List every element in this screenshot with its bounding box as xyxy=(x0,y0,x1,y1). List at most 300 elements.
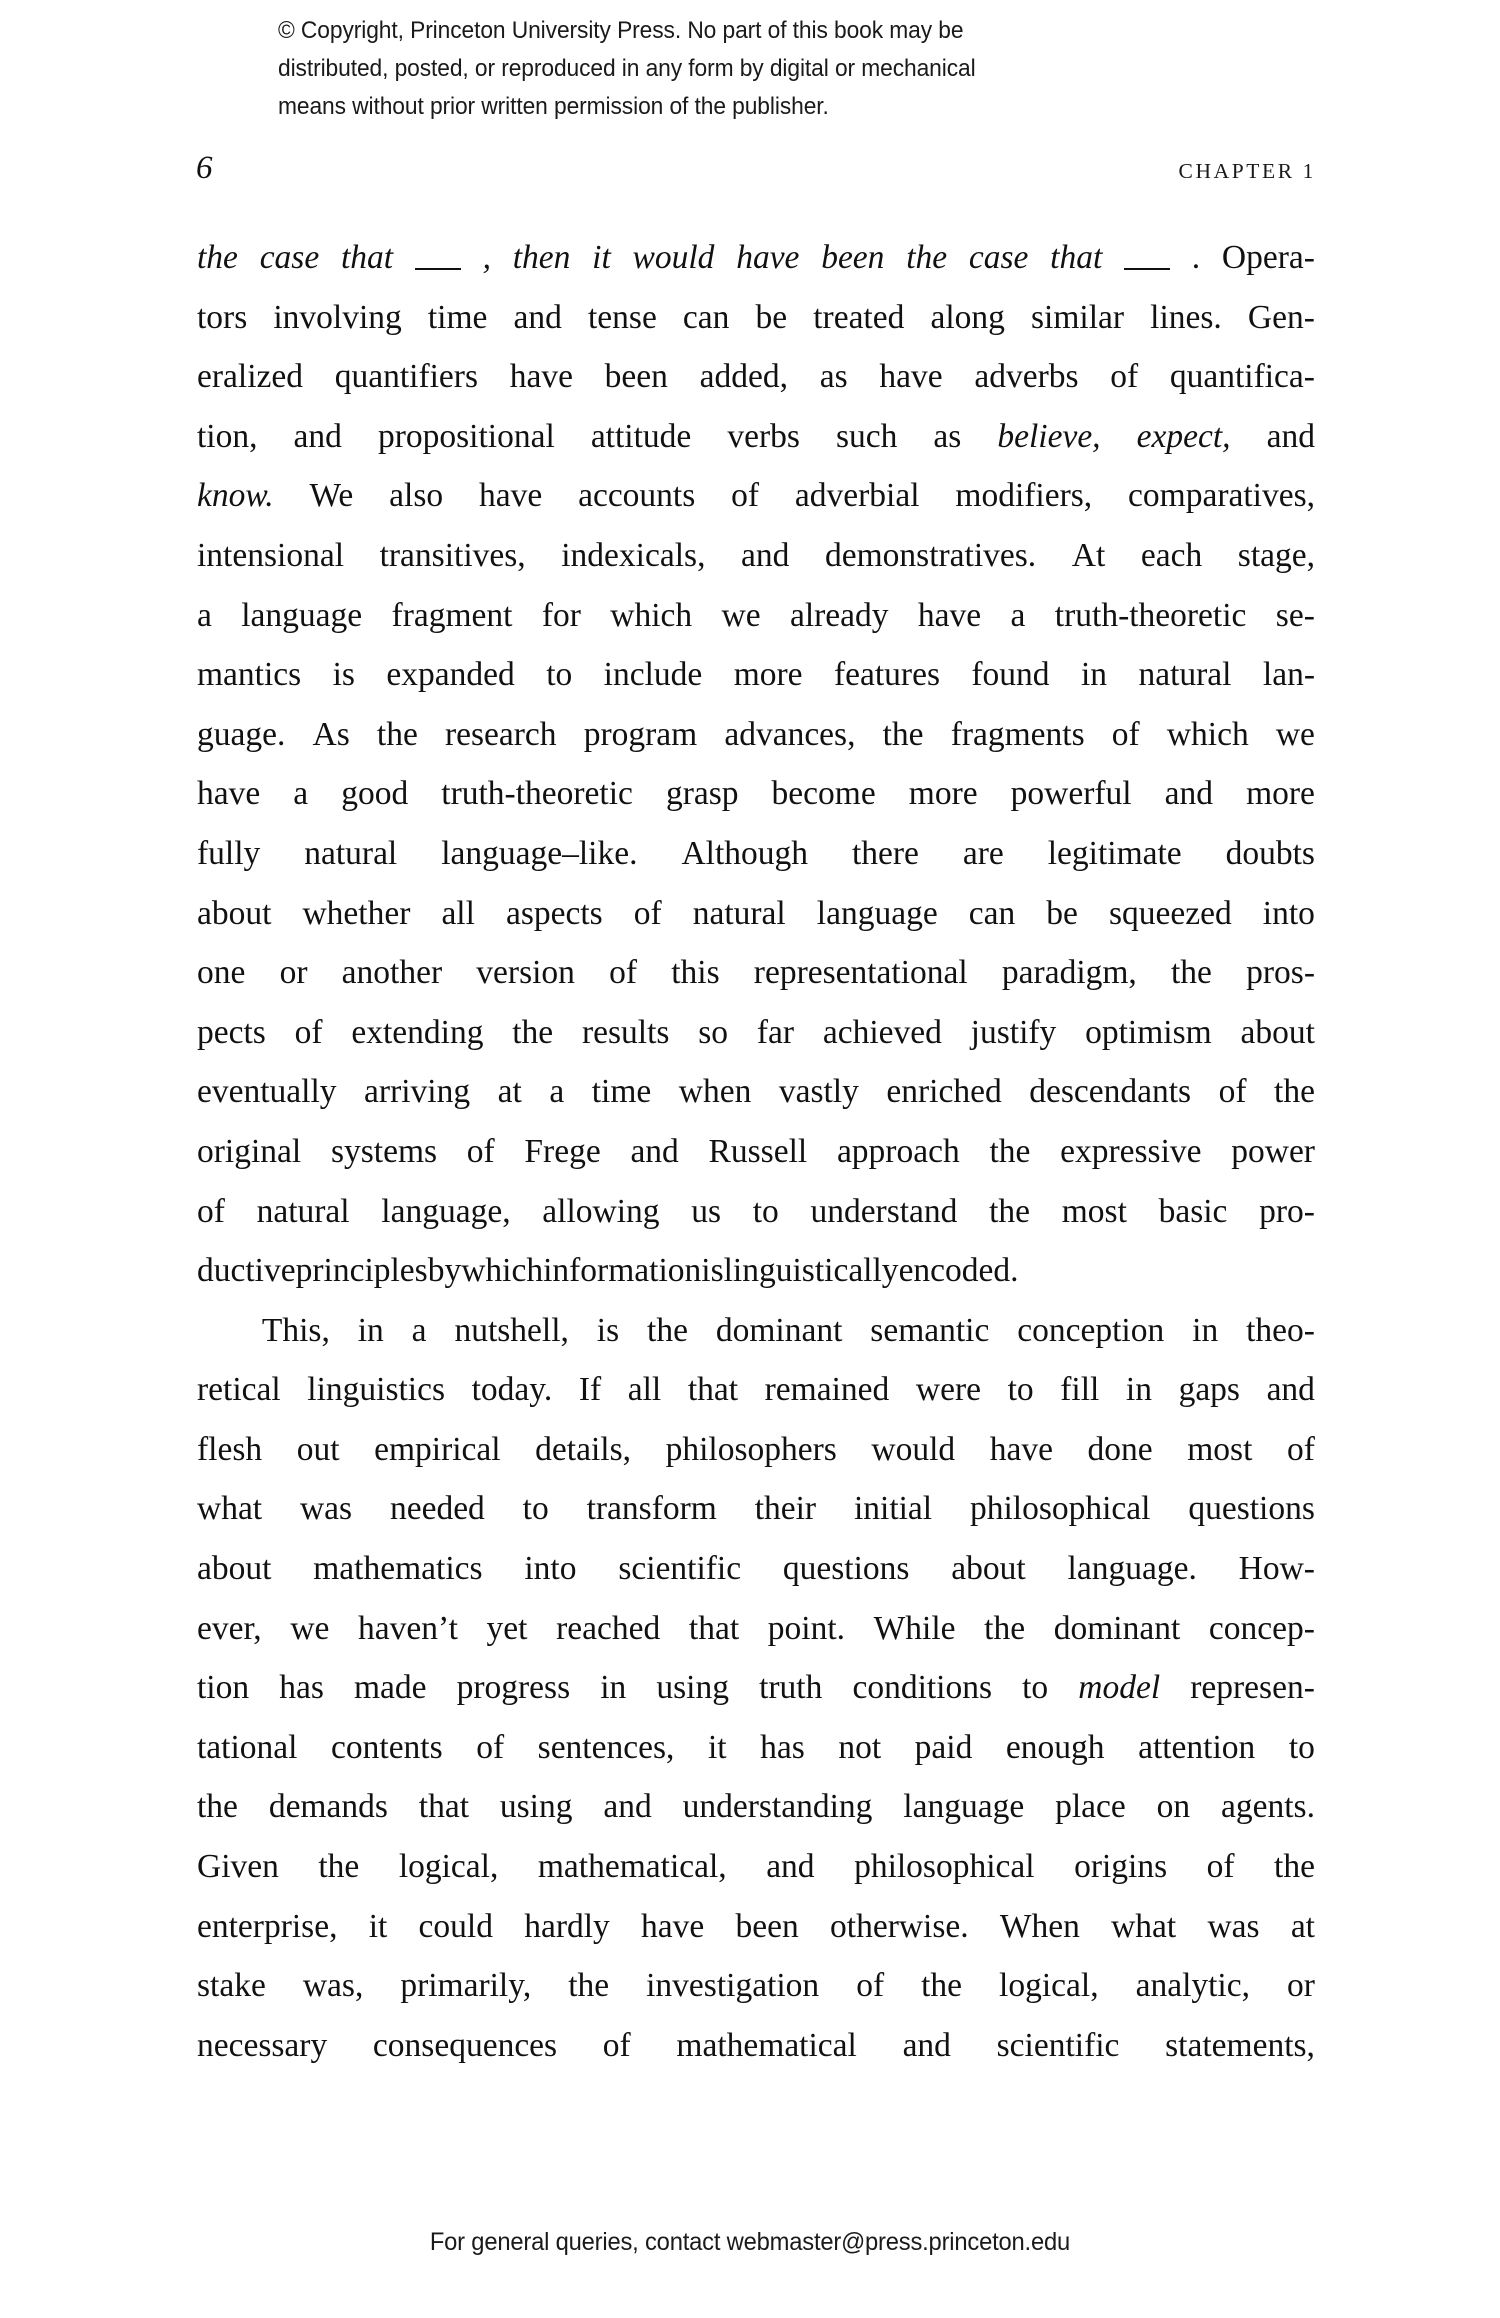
word: tational xyxy=(197,1728,298,1766)
word: using xyxy=(499,1788,573,1826)
word: questions xyxy=(782,1550,910,1588)
word: comparatives, xyxy=(1128,477,1315,515)
word: the xyxy=(882,715,924,753)
text-line xyxy=(197,2016,1315,2076)
word: are xyxy=(962,834,1004,872)
word: be xyxy=(755,298,788,336)
word: treated xyxy=(813,298,905,336)
word: the xyxy=(989,1132,1031,1170)
word: would xyxy=(871,1430,956,1468)
word: transform xyxy=(586,1490,717,1528)
word: point. xyxy=(767,1609,846,1647)
word: have xyxy=(478,477,543,515)
word: of xyxy=(1218,1073,1247,1111)
word: linguistically xyxy=(723,1252,899,1290)
word: what xyxy=(197,1490,263,1528)
text-line xyxy=(197,884,1315,944)
word: truth-theoretic xyxy=(441,775,633,813)
word: their xyxy=(754,1490,817,1528)
word: truth xyxy=(759,1669,823,1707)
word: logical, xyxy=(398,1848,499,1886)
text-line xyxy=(197,1301,1315,1361)
word: such xyxy=(835,417,898,455)
text-line xyxy=(197,1837,1315,1897)
word: linguistics xyxy=(307,1371,446,1409)
word: program xyxy=(583,715,698,753)
copyright-notice xyxy=(278,12,1217,126)
word: modifiers, xyxy=(955,477,1093,515)
word: stage, xyxy=(1237,536,1315,574)
word: contents xyxy=(331,1728,443,1766)
word: a xyxy=(549,1073,565,1111)
word: along xyxy=(930,298,1005,336)
word: Given xyxy=(197,1848,279,1886)
text-line xyxy=(197,943,1315,1003)
word: be xyxy=(1046,894,1078,932)
word: adverbial xyxy=(794,477,920,515)
word: language xyxy=(241,596,363,634)
word: as xyxy=(933,417,962,455)
word: language. xyxy=(1067,1550,1197,1588)
word: philosophers xyxy=(665,1430,837,1468)
word: using xyxy=(656,1669,729,1707)
word: we xyxy=(721,596,761,634)
word: added, xyxy=(699,358,789,396)
word: language xyxy=(816,894,938,932)
word: has xyxy=(279,1669,324,1707)
word: understanding xyxy=(682,1788,873,1826)
text-line xyxy=(197,645,1315,705)
fill-in-blank xyxy=(1124,238,1170,270)
text-line xyxy=(197,764,1315,824)
word: se- xyxy=(1275,596,1315,634)
word: and xyxy=(293,417,342,455)
word: would xyxy=(632,239,715,276)
word: was xyxy=(1207,1907,1260,1945)
word: of xyxy=(466,1132,495,1170)
word: concep- xyxy=(1208,1609,1315,1647)
word: to xyxy=(1022,1669,1049,1707)
word: language xyxy=(903,1788,1025,1826)
text-line xyxy=(197,1956,1315,2016)
word: version xyxy=(476,954,575,992)
word: basic xyxy=(1158,1192,1228,1230)
word: not xyxy=(838,1728,882,1766)
word: truth-theoretic xyxy=(1054,596,1247,634)
word: retical xyxy=(197,1371,281,1409)
word: that xyxy=(1050,239,1103,276)
word: . xyxy=(1191,239,1201,276)
word: reached xyxy=(556,1609,661,1647)
word: arriving xyxy=(364,1073,471,1111)
word: been xyxy=(821,239,885,276)
word: was, xyxy=(302,1967,364,2005)
word: the xyxy=(376,715,418,753)
word: information xyxy=(543,1252,702,1290)
word: can xyxy=(968,894,1016,932)
word: paradigm, xyxy=(1001,954,1137,992)
word: attitude xyxy=(590,417,692,455)
word: have xyxy=(641,1907,705,1945)
word: for xyxy=(541,596,581,634)
word: place xyxy=(1055,1788,1126,1826)
text-line xyxy=(197,1420,1315,1480)
page-number: 6 xyxy=(196,150,213,186)
word: conception xyxy=(1017,1311,1165,1349)
fill-in-blank xyxy=(415,238,461,270)
word: natural xyxy=(304,834,398,872)
word: statements, xyxy=(1165,2026,1315,2064)
word: model xyxy=(1078,1669,1161,1707)
word: questions xyxy=(1188,1490,1315,1528)
word: How- xyxy=(1238,1550,1315,1588)
word: that xyxy=(687,1371,739,1409)
word: extending xyxy=(351,1013,484,1051)
word: progress xyxy=(456,1669,571,1707)
word: sentences, xyxy=(537,1728,675,1766)
text-line xyxy=(197,1122,1315,1182)
word: fill xyxy=(1060,1371,1100,1409)
word: propositional xyxy=(377,417,555,455)
text-line xyxy=(197,705,1315,765)
word: on xyxy=(1156,1788,1191,1826)
word: pro- xyxy=(1259,1192,1315,1230)
word: so xyxy=(698,1013,729,1051)
word: indexicals, xyxy=(561,536,706,574)
word: involving xyxy=(273,298,402,336)
word: tion, xyxy=(197,417,258,455)
word: of xyxy=(731,477,760,515)
word: the xyxy=(197,1788,238,1826)
word: the xyxy=(1274,1848,1315,1886)
word: could xyxy=(418,1907,493,1945)
word: demands xyxy=(268,1788,388,1826)
word: demonstratives. xyxy=(824,536,1037,574)
word: then xyxy=(512,239,571,276)
word: If xyxy=(578,1371,602,1409)
word: and xyxy=(1266,417,1315,455)
word: as xyxy=(819,358,848,396)
word: already xyxy=(789,596,889,634)
word: origins xyxy=(1074,1848,1168,1886)
word: remained xyxy=(764,1371,890,1409)
word: approach xyxy=(836,1132,960,1170)
word: power xyxy=(1231,1132,1315,1170)
word: needed xyxy=(389,1490,485,1528)
word: investigation xyxy=(646,1967,820,2005)
word: enterprise, xyxy=(197,1907,338,1945)
word: know. xyxy=(197,477,274,515)
word: there xyxy=(851,834,919,872)
word: Although xyxy=(681,834,808,872)
word: time xyxy=(427,298,488,336)
paragraph xyxy=(197,228,1315,1301)
word: have xyxy=(879,358,943,396)
word: of xyxy=(1111,715,1140,753)
word: is xyxy=(332,656,355,694)
word: pects xyxy=(197,1013,266,1051)
word: and xyxy=(766,1848,815,1886)
word: the xyxy=(318,1848,360,1886)
word: fragment xyxy=(391,596,513,634)
word: a xyxy=(411,1311,427,1349)
word: it xyxy=(368,1907,388,1945)
word: hardly xyxy=(524,1907,610,1945)
word: At xyxy=(1071,536,1106,574)
word: about xyxy=(197,1550,272,1588)
word: details, xyxy=(535,1430,631,1468)
word: verbs xyxy=(727,417,800,455)
word: primarily, xyxy=(400,1967,532,2005)
paragraph xyxy=(197,1301,1315,2076)
word: to xyxy=(752,1192,779,1230)
word: theo- xyxy=(1246,1311,1315,1349)
text-line xyxy=(197,586,1315,646)
text-line xyxy=(197,288,1315,348)
word: yet xyxy=(486,1609,528,1647)
word: and xyxy=(513,298,562,336)
word: time xyxy=(591,1073,652,1111)
word: at xyxy=(497,1073,522,1111)
text-line xyxy=(197,1003,1315,1063)
word: transitives, xyxy=(379,536,526,574)
word: vastly xyxy=(778,1073,859,1111)
word: mantics xyxy=(197,656,302,694)
text-line xyxy=(197,1897,1315,1957)
word: the xyxy=(568,1967,610,2005)
word: expect, xyxy=(1136,417,1231,455)
word: it xyxy=(707,1728,727,1766)
word: which xyxy=(1166,715,1249,753)
word: been xyxy=(604,358,668,396)
word: expanded xyxy=(386,656,515,694)
word: the xyxy=(1171,954,1212,992)
word: and xyxy=(1266,1371,1315,1409)
word: a xyxy=(293,775,309,813)
word: of xyxy=(609,954,638,992)
text-line xyxy=(197,1777,1315,1837)
text-line xyxy=(197,1599,1315,1659)
word: ever, xyxy=(197,1609,262,1647)
word: enriched xyxy=(886,1073,1002,1111)
word: in xyxy=(1192,1311,1219,1349)
word: eventually xyxy=(197,1073,337,1111)
word: semantic xyxy=(870,1311,990,1349)
word: this xyxy=(671,954,720,992)
word: that xyxy=(418,1788,470,1826)
word: each xyxy=(1140,536,1203,574)
text-line xyxy=(197,1182,1315,1242)
word: to xyxy=(522,1490,549,1528)
word: achieved xyxy=(822,1013,942,1051)
word: systems xyxy=(330,1132,438,1170)
word: that xyxy=(340,239,394,276)
word: all xyxy=(441,894,475,932)
word: results xyxy=(581,1013,670,1051)
copyright-line: © Copyright, Princeton University Press. No part of this book may be xyxy=(278,17,964,44)
word: to xyxy=(546,656,573,694)
word: out xyxy=(296,1430,340,1468)
word: most xyxy=(1061,1192,1127,1230)
word: can xyxy=(682,298,730,336)
word: fragments xyxy=(950,715,1085,753)
word: of xyxy=(1206,1848,1235,1886)
word: whether xyxy=(302,894,411,932)
word: and xyxy=(1164,775,1214,813)
word: the xyxy=(1274,1073,1315,1111)
word: believe, xyxy=(997,417,1101,455)
word: all xyxy=(627,1371,662,1409)
word: more xyxy=(1246,775,1315,813)
word: fully xyxy=(197,834,261,872)
text-line xyxy=(197,824,1315,884)
word: of xyxy=(1110,358,1139,396)
word: into xyxy=(1262,894,1315,932)
word: what xyxy=(1111,1907,1177,1945)
word: the xyxy=(512,1013,554,1051)
word: us xyxy=(691,1192,721,1230)
text-line xyxy=(197,228,1315,288)
word: paid xyxy=(914,1728,973,1766)
word: optimism xyxy=(1085,1013,1212,1051)
text-line xyxy=(197,1062,1315,1122)
text-line xyxy=(197,1360,1315,1420)
word: legitimate xyxy=(1047,834,1182,872)
running-header xyxy=(196,148,1316,188)
word: in xyxy=(1080,656,1108,694)
word: Gen- xyxy=(1247,298,1315,336)
word: of xyxy=(294,1013,323,1051)
word: in xyxy=(357,1311,384,1349)
text-line xyxy=(197,407,1315,467)
word: and xyxy=(630,1132,679,1170)
body-text-column xyxy=(197,228,1315,2075)
word: about xyxy=(197,894,272,932)
text-line xyxy=(197,1718,1315,1778)
word: encoded. xyxy=(898,1252,1019,1290)
copyright-line: means without prior written permission of the publisher. xyxy=(278,93,829,120)
word: to xyxy=(1288,1728,1315,1766)
word: stake xyxy=(197,1967,266,2005)
word: or xyxy=(279,954,308,992)
word: of xyxy=(856,1967,885,2005)
word: scientific xyxy=(996,2026,1120,2064)
word: about xyxy=(951,1550,1026,1588)
word: case xyxy=(968,239,1029,276)
word: a xyxy=(197,596,212,634)
word: into xyxy=(524,1550,577,1588)
word: mathematical, xyxy=(537,1848,727,1886)
word: philosophical xyxy=(854,1848,1035,1886)
word: of xyxy=(197,1192,225,1230)
word: about xyxy=(1240,1013,1315,1051)
paragraph-stack xyxy=(197,228,1315,2075)
word: and xyxy=(741,536,790,574)
word: When xyxy=(999,1907,1080,1945)
text-line xyxy=(197,466,1315,526)
word: ductive xyxy=(197,1252,296,1290)
word: the xyxy=(921,1967,963,2005)
word: lines. xyxy=(1150,298,1222,336)
word: found xyxy=(971,656,1050,694)
word: As xyxy=(312,715,350,753)
word: to xyxy=(1007,1371,1034,1409)
word: natural xyxy=(692,894,786,932)
word: allowing xyxy=(542,1192,660,1230)
word: the xyxy=(197,239,238,276)
word: accounts xyxy=(578,477,696,515)
word: lan- xyxy=(1262,656,1315,694)
word: understand xyxy=(810,1192,958,1230)
word: squeezed xyxy=(1108,894,1232,932)
word: natural xyxy=(256,1192,350,1230)
word: another xyxy=(341,954,443,992)
word: of xyxy=(633,894,662,932)
word: principles xyxy=(295,1252,428,1290)
word: philosophical xyxy=(969,1490,1151,1528)
word: far xyxy=(756,1013,795,1051)
word: today. xyxy=(471,1371,553,1409)
word: nutshell, xyxy=(454,1311,569,1349)
word: have xyxy=(917,596,982,634)
word: advances, xyxy=(724,715,856,753)
word: aspects xyxy=(505,894,603,932)
word: the xyxy=(984,1609,1026,1647)
copyright-line: distributed, posted, or reproduced in any form by digital or mechanical xyxy=(278,55,976,82)
word: dominant xyxy=(715,1311,843,1349)
word: of xyxy=(476,1728,505,1766)
word: expressive xyxy=(1060,1132,1202,1170)
word: initial xyxy=(853,1490,933,1528)
word: tion xyxy=(197,1669,250,1707)
word: mathematics xyxy=(313,1550,483,1588)
word: in xyxy=(600,1669,627,1707)
word: This, xyxy=(261,1311,330,1349)
word: enough xyxy=(1005,1728,1105,1766)
word: or xyxy=(1286,1967,1315,2005)
word: justify xyxy=(970,1013,1057,1051)
word: intensional xyxy=(197,536,345,574)
word: have xyxy=(509,358,573,396)
word: most xyxy=(1187,1430,1253,1468)
word: otherwise. xyxy=(830,1907,969,1945)
word: been xyxy=(735,1907,799,1945)
word: we xyxy=(290,1609,330,1647)
word: representational xyxy=(753,954,968,992)
word: empirical xyxy=(374,1430,501,1468)
word: were xyxy=(915,1371,981,1409)
word: doubts xyxy=(1225,834,1315,872)
word: tense xyxy=(587,298,657,336)
word: attention xyxy=(1138,1728,1256,1766)
word: natural xyxy=(1138,656,1232,694)
word: language, xyxy=(381,1192,511,1230)
word: logical, xyxy=(999,1967,1099,2005)
word: eralized xyxy=(197,358,303,396)
word: tors xyxy=(197,298,248,336)
word: by xyxy=(427,1252,462,1290)
word: the xyxy=(906,239,948,276)
word: agents. xyxy=(1221,1788,1315,1826)
word: at xyxy=(1290,1907,1315,1945)
word: descendants xyxy=(1029,1073,1192,1111)
word: haven’t xyxy=(358,1609,458,1647)
word: good xyxy=(341,775,409,813)
word: we xyxy=(1275,715,1315,753)
word: pros- xyxy=(1246,954,1315,992)
word: quantifica- xyxy=(1169,358,1315,396)
word: , xyxy=(482,239,491,276)
